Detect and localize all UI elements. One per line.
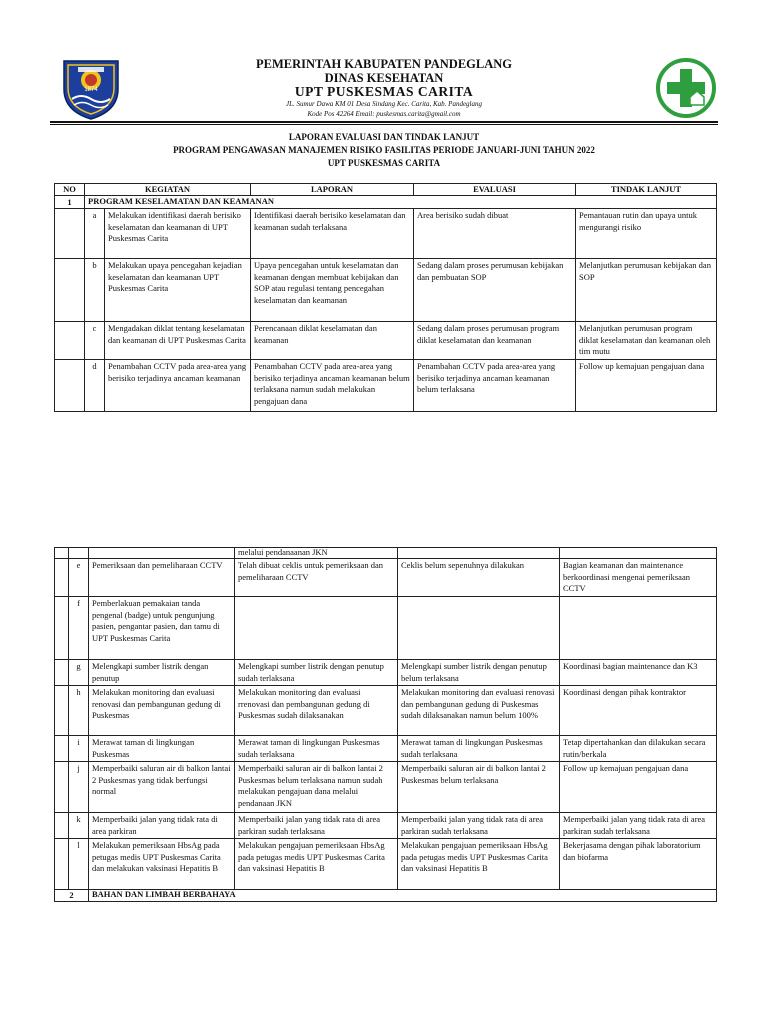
laporan-cell: Melengkapi sumber listrik dengan penutup sudah terlaksana <box>235 660 398 686</box>
no-cell <box>55 839 69 890</box>
row-letter: e <box>69 559 89 597</box>
col-tindak-lanjut: TINDAK LANJUT <box>576 184 717 196</box>
row-letter: f <box>69 597 89 660</box>
kegiatan-cell: Melakukan monitoring dan evaluasi renovasi dan pembangunan gedung di Puskesmas <box>89 686 235 736</box>
no-cell <box>55 559 69 597</box>
kegiatan-cell: Pemeriksaan dan pemeliharaan CCTV <box>89 559 235 597</box>
laporan-cell: Upaya pencegahan untuk keselamatan dan keamanan dengan membuat kebijakan dan SOP atau regulasi tentang pencegahan keselamatan dan keamanan <box>251 259 414 322</box>
evaluasi-cell: Melakukan monitoring dan evaluasi renovasi dan pembangunan gedung di Puskesmas sudah dilaksanakan namun belum 100% <box>398 686 560 736</box>
kegiatan-cell: Melakukan pemeriksaan HbsAg pada petugas medis UPT Puskesmas Carita dan melakukan vaksinasi Hepatitis B <box>89 839 235 890</box>
no-cell <box>55 259 85 322</box>
section-row <box>55 196 717 209</box>
evaluasi-cell <box>398 597 560 660</box>
row-letter: k <box>69 813 89 839</box>
kegiatan-cell: Memperbaiki saluran air di balkon lantai 2 Puskesmas yang tidak berfungsi normal <box>89 762 235 813</box>
letterhead-rule-thin <box>50 124 718 125</box>
evaluasi-cell: Merawat taman di lingkungan Puskesmas sudah terlaksana <box>398 736 560 762</box>
no-cell <box>55 660 69 686</box>
kegiatan-cell: Melakukan identifikasi daerah berisiko keselamatan dan keamanan di UPT Puskesmas Carita <box>105 209 251 259</box>
row-letter: i <box>69 736 89 762</box>
col-laporan: LAPORAN <box>251 184 414 196</box>
table-row <box>55 322 717 360</box>
laporan-cell: Melakukan monitoring dan evaluasi rrenovasi dan pembangunan gedung di Puskesmas sudah dilaksanakan <box>235 686 398 736</box>
section-row <box>55 890 717 902</box>
tindak-lanjut-cell: Bagian keamanan dan maintenance berkoordinasi mengenai pemeriksaan CCTV <box>560 559 717 597</box>
row-letter: d <box>85 360 105 412</box>
tindak-lanjut-cell: Pemantauan rutin dan upaya untuk mengurangi risiko <box>576 209 717 259</box>
col-no: NO <box>55 184 85 196</box>
section-number: 1 <box>55 196 85 209</box>
report-unit: UPT PUSKESMAS CARITA <box>327 158 441 168</box>
table-row <box>55 660 717 686</box>
laporan-cell: Memperbaiki saluran air di balkon lantai 2 Puskesmas belum terlaksana namun sudah melakukan pengajuan dana melalui pendanaan JKN <box>235 762 398 813</box>
table-row <box>55 686 717 736</box>
section-number: 2 <box>55 890 89 902</box>
table-row <box>55 209 717 259</box>
row-letter: g <box>69 660 89 686</box>
evaluasi-cell: Memperbaiki jalan yang tidak rata di area parkiran sudah terlaksana <box>398 813 560 839</box>
logo-year-text: 1874 <box>84 87 98 93</box>
laporan-continuation: melalui pendanaanan JKN <box>235 548 398 559</box>
kegiatan-cell: Merawat taman di lingkungan Puskesmas <box>89 736 235 762</box>
kegiatan-cell: Penambahan CCTV pada area-area yang berisiko terjadinya ancaman keamanan <box>105 360 251 412</box>
tindak-lanjut-cell: Memperbaiki jalan yang tidak rata di area parkiran sudah terlaksana <box>560 813 717 839</box>
tindak-lanjut-cell: Koordinasi dengan pihak kontraktor <box>560 686 717 736</box>
no-cell <box>55 597 69 660</box>
no-cell <box>55 322 85 360</box>
table-row <box>55 736 717 762</box>
header-government: PEMERINTAH KABUPATEN PANDEGLANG <box>255 57 513 71</box>
tindak-lanjut-cell: Bekerjasama dengan pihak laboratorium dan biofarma <box>560 839 717 890</box>
evaluasi-cell: Melakukan pengajuan pemeriksaan HbsAg pada petugas medis UPT Puskesmas Carita dan vaksinasi Hepatitis B <box>398 839 560 890</box>
header-department: DINAS KESEHATAN <box>324 71 444 85</box>
kegiatan-cell: Mengadakan diklat tentang keselamatan dan keamanan di UPT Puskesmas Carita <box>105 322 251 360</box>
evaluasi-cell: Memperbaiki saluran air di balkon lantai 2 Puskesmas belum terlaksana <box>398 762 560 813</box>
kegiatan-cell: Pemberlakuan pemakaian tanda pengenal (badge) untuk pengunjung pasien, pengantar pasien, dan tamu di UPT Puskesmas Carita <box>89 597 235 660</box>
tindak-lanjut-cell <box>560 548 717 559</box>
letter-cell <box>69 548 89 559</box>
table-row <box>55 360 717 412</box>
laporan-cell: Identifikasi daerah berisiko keselamatan dan keamanan sudah terlaksana <box>251 209 414 259</box>
kegiatan-cell: Melakukan upaya pencegahan kejadian keselamatan dan keamanan UPT Puskesmas Carita <box>105 259 251 322</box>
report-table-page1 <box>54 183 717 412</box>
tindak-lanjut-cell: Melanjutkan perumusan program diklat keselamatan dan keamanan oleh tim mutu <box>576 322 717 360</box>
kegiatan-cell <box>89 548 235 559</box>
evaluasi-cell: Ceklis belum sepenuhnya dilakukan <box>398 559 560 597</box>
letterhead-rule-thick <box>50 121 718 123</box>
laporan-cell: Melakukan pengajuan pemeriksaan HbsAg pada petugas medis UPT Puskesmas Carita dan vaksinasi Hepatitis B <box>235 839 398 890</box>
no-cell <box>55 209 85 259</box>
report-program: PROGRAM PENGAWASAN MANAJEMEN RISIKO FASILITAS PERIODE JANUARI-JUNI TAHUN 2022 <box>173 145 595 155</box>
col-evaluasi: EVALUASI <box>414 184 576 196</box>
table-row <box>55 559 717 597</box>
tindak-lanjut-cell: Tetap dipertahankan dan dilakukan secara rutin/berkala <box>560 736 717 762</box>
evaluasi-cell: Sedang dalam proses perumusan kebijakan dan pembuatan SOP <box>414 259 576 322</box>
row-letter: l <box>69 839 89 890</box>
table-header-row <box>55 184 717 196</box>
evaluasi-cell: Melengkapi sumber listrik dengan penutup belum terlaksana <box>398 660 560 686</box>
table-row <box>55 813 717 839</box>
no-cell <box>55 762 69 813</box>
laporan-cell: Merawat taman di lingkungan Puskesmas sudah terlaksana <box>235 736 398 762</box>
tindak-lanjut-cell: Koordinasi bagian maintenance dan K3 <box>560 660 717 686</box>
header-institution: UPT PUSKESMAS CARITA <box>294 84 474 99</box>
tindak-lanjut-cell <box>560 597 717 660</box>
kegiatan-cell: Melengkapi sumber listrik dengan penutup <box>89 660 235 686</box>
table-row <box>55 597 717 660</box>
row-letter: a <box>85 209 105 259</box>
no-cell <box>55 686 69 736</box>
evaluasi-cell: Area berisiko sudah dibuat <box>414 209 576 259</box>
no-cell <box>55 548 69 559</box>
evaluasi-cell: Penambahan CCTV pada area-area yang berisiko terjadinya ancaman keamanan belum terlaksana <box>414 360 576 412</box>
header-address: JL. Sumur Dawa KM 01 Desa Sindang Kec. Carita, Kab. Pandeglang <box>286 100 482 108</box>
section-label: BAHAN DAN LIMBAH BERBAHAYA <box>89 890 717 902</box>
row-letter: j <box>69 762 89 813</box>
table-row <box>55 259 717 322</box>
continuation-row <box>55 548 717 559</box>
evaluasi-cell: Sedang dalam proses perumusan program diklat keselamatan dan keamanan <box>414 322 576 360</box>
tindak-lanjut-cell: Follow up kemajuan pengajuan dana <box>560 762 717 813</box>
tindak-lanjut-cell: Follow up kemajuan pengajuan dana <box>576 360 717 412</box>
no-cell <box>55 813 69 839</box>
laporan-cell: Penambahan CCTV pada area-area yang berisiko terjadinya ancaman keamanan belum terlaksana namun sudah melakukan pengajuan dana <box>251 360 414 412</box>
row-letter: c <box>85 322 105 360</box>
report-title: LAPORAN EVALUASI DAN TINDAK LANJUT <box>288 132 480 142</box>
table-row <box>55 762 717 813</box>
section-label: PROGRAM KESELAMATAN DAN KEAMANAN <box>85 196 717 209</box>
laporan-cell: Perencanaan diklat keselamatan dan keamanan <box>251 322 414 360</box>
laporan-cell: Telah dibuat ceklis untuk pemeriksaan dan pemeliharaan CCTV <box>235 559 398 597</box>
no-cell <box>55 736 69 762</box>
report-table-page2 <box>54 547 717 902</box>
row-letter: b <box>85 259 105 322</box>
table-row <box>55 839 717 890</box>
laporan-cell <box>235 597 398 660</box>
no-cell <box>55 360 85 412</box>
tindak-lanjut-cell: Melanjutkan perumusan kebijakan dan SOP <box>576 259 717 322</box>
row-letter: h <box>69 686 89 736</box>
kegiatan-cell: Memperbaiki jalan yang tidak rata di area parkiran <box>89 813 235 839</box>
col-kegiatan: KEGIATAN <box>85 184 251 196</box>
header-contact: Kode Pos 42264 Email: puskesmas.carita@gmail.com <box>307 110 461 118</box>
evaluasi-cell <box>398 548 560 559</box>
laporan-cell: Memperbaiki jalan yang tidak rata di area parkiran sudah terlaksana <box>235 813 398 839</box>
